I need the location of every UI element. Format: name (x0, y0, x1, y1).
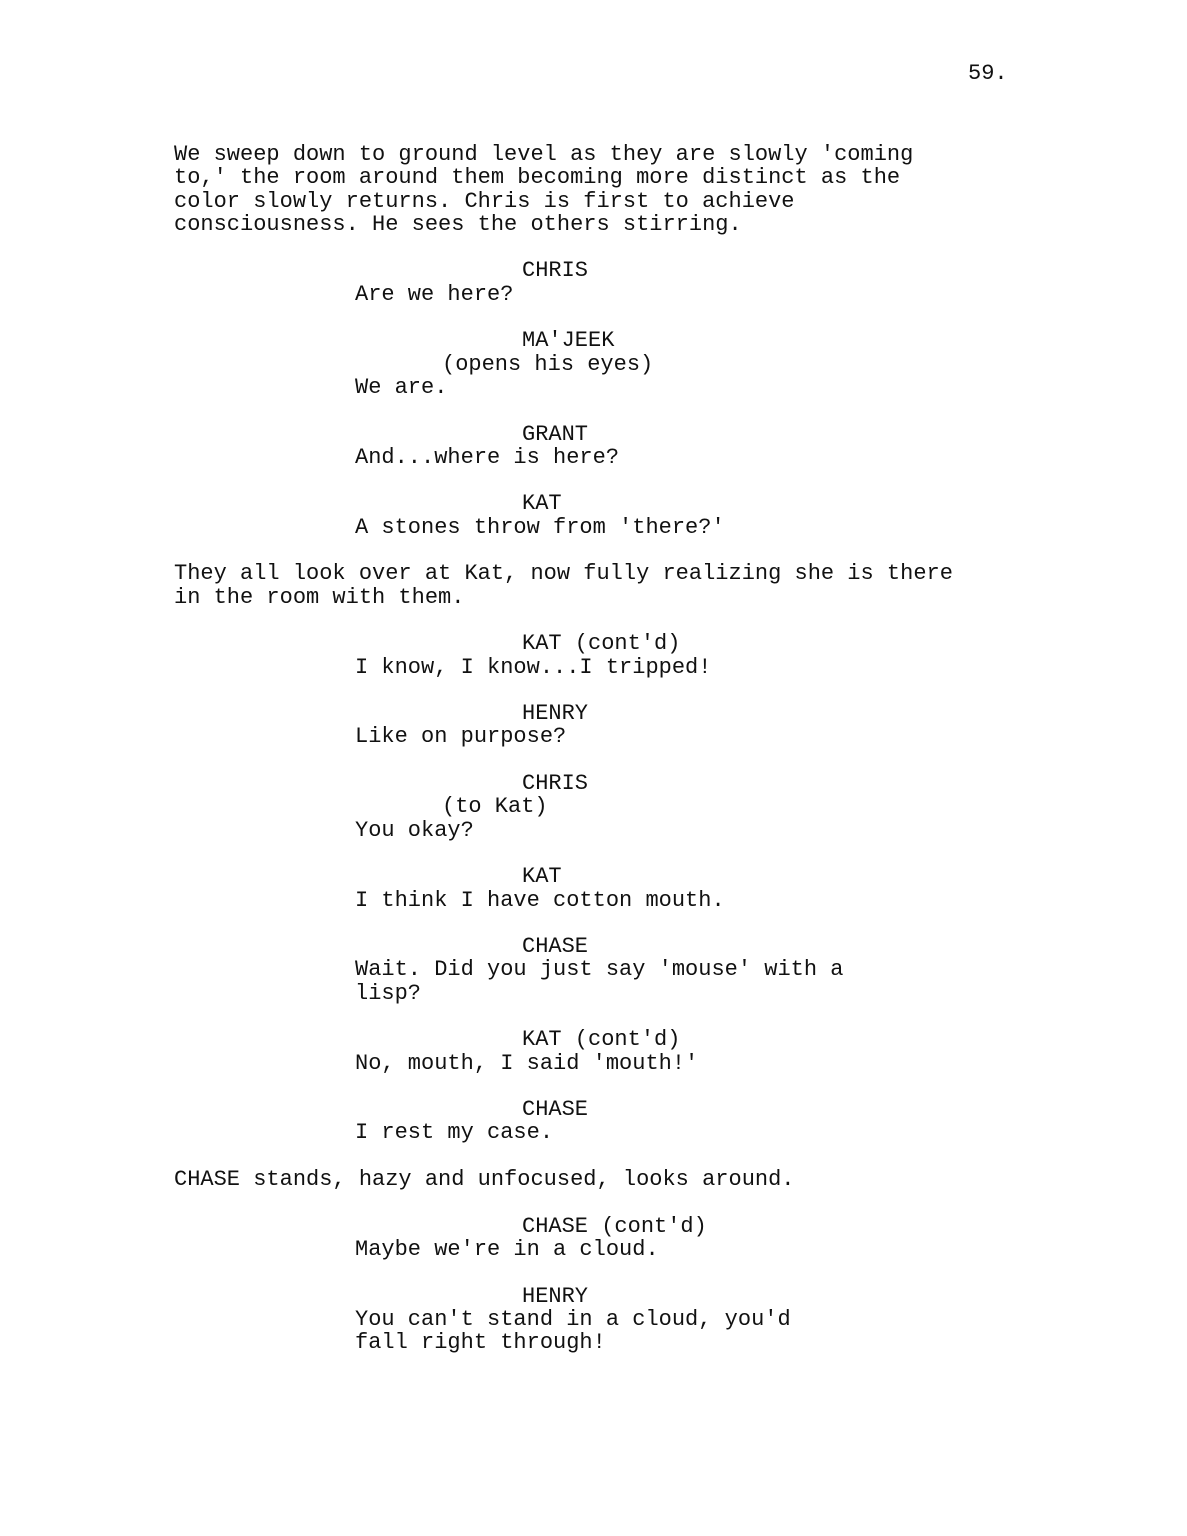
character-name: KAT (cont'd) (522, 1027, 681, 1053)
dialogue-line: You can't stand in a cloud, you'd fall right through! (355, 1306, 791, 1356)
dialogue-line: Wait. Did you just say 'mouse' with a lisp? (355, 957, 844, 1006)
character-name: CHASE (522, 934, 589, 960)
dialogue-block (0, 702, 1187, 749)
dialogue-block (0, 1028, 1187, 1075)
dialogue-block (0, 935, 1187, 1005)
character-name: GRANT (522, 421, 589, 447)
dialogue-block (0, 632, 1187, 679)
dialogue-block (0, 259, 1187, 306)
page-number: 59. (968, 61, 1008, 86)
dialogue-block (0, 1285, 1187, 1355)
dialogue-block (0, 1215, 1187, 1262)
character-name: HENRY (522, 701, 589, 727)
dialogue-line: And...where is here? (355, 444, 620, 470)
character-name: CHASE (522, 1097, 589, 1123)
dialogue-line: Maybe we're in a cloud. (355, 1236, 659, 1262)
dialogue-line: You okay? (355, 817, 474, 843)
dialogue-block (0, 1098, 1187, 1145)
character-name: HENRY (522, 1283, 589, 1309)
character-name: CHASE (cont'd) (522, 1213, 707, 1239)
dialogue-line: No, mouth, I said 'mouth!' (355, 1050, 699, 1076)
dialogue-block (0, 492, 1187, 539)
character-name: CHRIS (522, 258, 589, 284)
dialogue-block (0, 423, 1187, 470)
dialogue-line: Are we here? (355, 281, 514, 307)
dialogue-line: We are. (355, 374, 448, 400)
dialogue-block (0, 329, 1187, 399)
dialogue-block (0, 865, 1187, 912)
action-paragraph: We sweep down to ground level as they are slowly 'coming to,' the room around them becoming more distinct as the color slowly returns. Chris is first to achieve consciousness. He sees the others stirring. (174, 142, 914, 237)
dialogue-line: I think I have cotton mouth. (355, 887, 725, 913)
screenplay-body (0, 143, 1187, 1378)
dialogue-block (0, 772, 1187, 842)
action-paragraph: They all look over at Kat, now fully realizing she is there in the room with them. (174, 561, 953, 610)
dialogue-line: A stones throw from 'there?' (355, 514, 725, 540)
character-name: MA'JEEK (522, 328, 615, 354)
character-name: KAT (522, 864, 562, 890)
parenthetical: (to Kat) (442, 794, 548, 820)
character-name: KAT (522, 491, 562, 517)
action-paragraph: CHASE stands, hazy and unfocused, looks around. (174, 1167, 795, 1193)
character-name: KAT (cont'd) (522, 631, 681, 657)
dialogue-line: Like on purpose? (355, 724, 567, 750)
dialogue-line: I rest my case. (355, 1120, 554, 1146)
character-name: CHRIS (522, 771, 589, 797)
parenthetical: (opens his eyes) (442, 351, 654, 377)
dialogue-line: I know, I know...I tripped! (355, 654, 712, 680)
